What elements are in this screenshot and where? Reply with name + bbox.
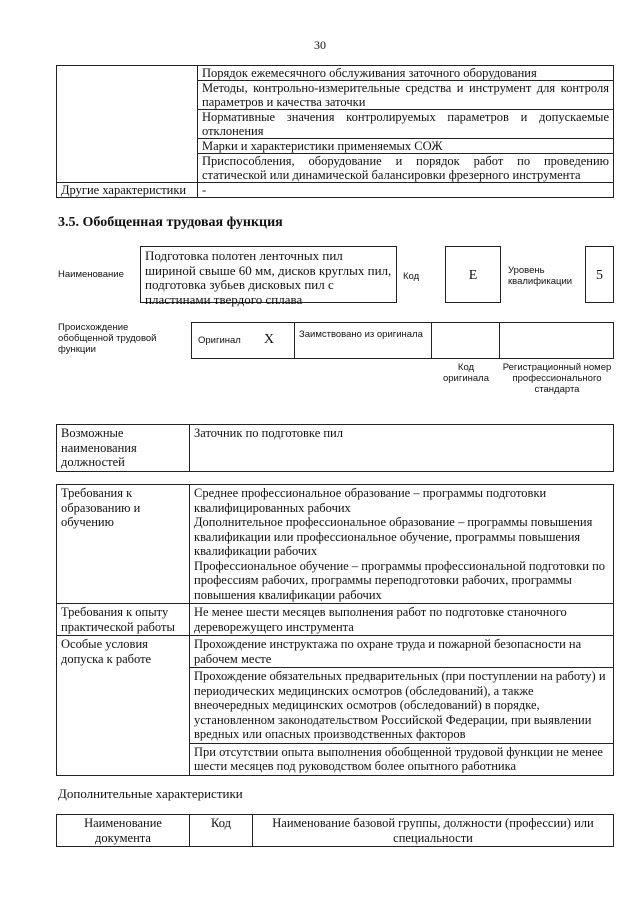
additional-table <box>56 814 614 847</box>
education-item: Среднее профессиональное образование – программы подготовки квалифицированных рабочих <box>194 486 547 515</box>
table-cell: Марки и характеристики применяемых СОЖ <box>198 139 614 154</box>
table-row <box>57 485 614 604</box>
divider <box>499 322 500 359</box>
education-label: Требования к образованию и обучению <box>57 485 190 604</box>
table-row <box>57 66 614 81</box>
function-name-box: Подготовка полотен ленточных пил шириной свыше 60 мм, дисков круглых пил, подготовка зубьев дисковых пил с пластинами твердого сплава <box>140 246 397 303</box>
table-row <box>57 604 614 636</box>
knowledge-table <box>56 65 614 198</box>
table-row <box>57 425 614 472</box>
positions-table <box>56 424 614 472</box>
positions-label: Возможные наименования должностей <box>57 425 190 472</box>
table-cell: Приспособления, оборудование и порядок работ по проведению статической или динамической балансировки фрезерного инструмента <box>198 154 614 183</box>
table-header-row <box>57 815 614 847</box>
origin-row <box>191 322 614 359</box>
education-value <box>190 485 614 604</box>
level-label: Уровень квалификации <box>508 265 573 287</box>
requirements-table <box>56 484 614 776</box>
col-header-group: Наименование базовой группы, должности (профессии) или специальности <box>253 815 614 847</box>
other-characteristics-value: - <box>198 183 614 198</box>
divider <box>431 322 432 359</box>
section-title: 3.5. Обобщенная трудовая функция <box>58 215 283 230</box>
reg-number-caption: Регистрационный номер профессионального стандарта <box>502 362 612 395</box>
table-row <box>57 636 614 668</box>
name-label: Наименование <box>58 269 124 280</box>
special-conditions-label: Особые условия допуска к работе <box>57 636 190 776</box>
level-value-box: 5 <box>585 246 614 303</box>
table-cell-empty <box>57 66 198 183</box>
special-condition: Прохождение обязательных предварительных (при поступлении на работу) и периодических медицинских осмотров (обследований), а также внеочередных медицинских осмотров (обследований) в порядке, установленном законодательством Российской Федерации, при выявлении вредных или опасных производственных факторов <box>190 668 614 744</box>
code-label: Код <box>403 271 420 282</box>
additional-title: Дополнительные характеристики <box>58 786 243 801</box>
code-original-caption: Код оригинала <box>442 362 489 384</box>
original-label: Оригинал <box>198 335 241 346</box>
education-item: Профессиональное обучение – программы профессиональной подготовки по профессиям рабочих, программы переподготовки рабочих, программы повышения квалификации рабочих <box>194 558 606 602</box>
col-header-code: Код <box>190 815 253 847</box>
experience-label: Требования к опыту практической работы <box>57 604 190 636</box>
special-condition: При отсутствии опыта выполнения обобщенной трудовой функции не менее шести месяцев под руководством более опытного работника <box>190 743 614 775</box>
divider <box>294 322 295 359</box>
col-header-document: Наименование документа <box>57 815 190 847</box>
education-item: Дополнительное профессиональное образование – программы повышения квалификации или профессиональное обучение, программы повышения квалификации рабочих <box>194 515 593 558</box>
origin-label: Происхождение обобщенной трудовой функции <box>58 322 157 355</box>
table-row <box>57 183 614 198</box>
special-condition: Прохождение инструктажа по охране труда и пожарной безопасности на рабочем месте <box>190 636 614 668</box>
code-value-box: E <box>445 246 501 303</box>
table-cell: Методы, контрольно-измерительные средства и инструмент для контроля параметров и качества заточки <box>198 81 614 110</box>
experience-value: Не менее шести месяцев выполнения работ по подготовке станочного дереворежущего инструмента <box>190 604 614 636</box>
table-cell: Нормативные значения контролируемых параметров и допускаемые отклонения <box>198 110 614 139</box>
borrowed-label: Заимствовано из оригинала <box>299 329 423 340</box>
table-cell: Порядок ежемесячного обслуживания заточного оборудования <box>198 66 614 81</box>
other-characteristics-label: Другие характеристики <box>57 183 198 198</box>
positions-value: Заточник по подготовке пил <box>190 425 614 472</box>
original-mark: X <box>264 332 275 347</box>
page-number: 30 <box>314 38 326 52</box>
